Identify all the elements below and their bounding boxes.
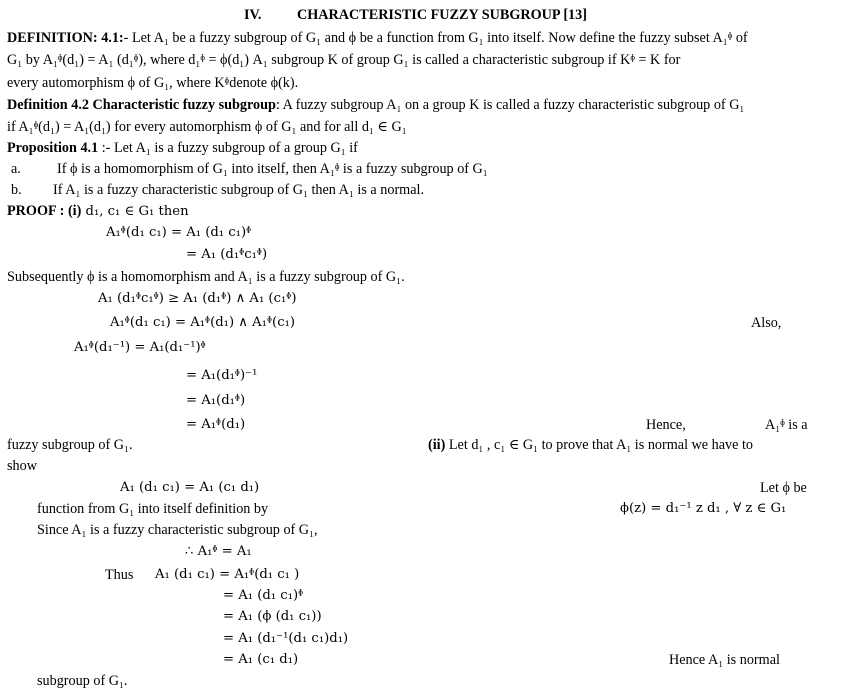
definition-4-1-line-3: every automorphism ϕ of G₁, where Kᶲdenote ϕ(k). bbox=[7, 75, 299, 91]
hence-text: Hence, bbox=[646, 417, 686, 433]
definition-4-2-line-1 bbox=[7, 98, 744, 112]
equation-1: A₁ᶲ(d₁ c₁) = A₁ (d₁ c₁)ᶲ bbox=[106, 225, 252, 240]
also-text: Also, bbox=[751, 315, 782, 331]
equation-7: = A₁(d₁ᶲ) bbox=[186, 393, 246, 408]
proof-text-homomorphism: Subsequently ϕ is a homomorphism and A₁ is a fuzzy subgroup of G₁. bbox=[7, 269, 405, 285]
equation-3: A₁ (d₁ᶲc₁ᶲ) ≥ A₁ (d₁ᶲ) ∧ A₁ (c₁ᶲ) bbox=[98, 291, 297, 306]
definition-4-1-label: DEFINITION: 4.1: bbox=[7, 30, 124, 46]
proof-intro: d₁, c₁ ∈ G₁ then bbox=[81, 204, 189, 219]
proof-text-fuzzy-subgroup: fuzzy subgroup of G₁. bbox=[7, 437, 133, 453]
thus-text: Thus bbox=[105, 567, 134, 583]
let-phi-text: Let ϕ be bbox=[760, 480, 807, 496]
proof-line-1 bbox=[7, 204, 189, 218]
proof-label: PROOF : (i) bbox=[7, 203, 82, 219]
proposition-4-1-intro: :- Let A₁ is a fuzzy subgroup of a group G₁ if bbox=[98, 140, 358, 156]
proposition-item-b: If A₁ is a fuzzy characteristic subgroup of G₁ then A₁ is a normal. bbox=[53, 182, 424, 198]
equation-2: = A₁ (d₁ᶲc₁ᶲ) bbox=[186, 247, 268, 262]
proposition-item-a-marker: a. bbox=[11, 161, 21, 177]
section-heading bbox=[244, 7, 587, 23]
proof-part-ii-line bbox=[428, 438, 753, 452]
section-title: CHARACTERISTIC FUZZY SUBGROUP [13] bbox=[297, 7, 587, 23]
equation-13: = A₁ (ϕ (d₁ c₁)) bbox=[223, 609, 322, 624]
proof-text-conclusion: subgroup of G₁. bbox=[37, 673, 128, 689]
proof-text-since: Since A₁ is a fuzzy characteristic subgroup of G₁, bbox=[37, 522, 318, 538]
definition-4-2-line-2: if A₁ᶲ(d₁) = A₁(d₁) for every automorphism ϕ of G₁ and for all d₁ ∈ G₁ bbox=[7, 119, 407, 135]
equation-4: A₁ᶲ(d₁ c₁) = A₁ᶲ(d₁) ∧ A₁ᶲ(c₁) bbox=[110, 315, 296, 330]
proof-part-ii-label: (ii) bbox=[428, 437, 446, 453]
proof-part-ii-text: Let d₁ , c₁ ∈ G₁ to prove that A₁ is normal we have to bbox=[445, 437, 754, 453]
equation-6: = A₁(d₁ᶲ)⁻¹ bbox=[186, 368, 258, 383]
equation-11: A₁ (d₁ c₁) = A₁ᶲ(d₁ c₁ ) bbox=[155, 567, 300, 582]
definition-4-1-text: - Let A₁ be a fuzzy subgroup of G₁ and ϕ be a function from G₁ into itself. Now define the fuzzy subset A₁ᶲ of bbox=[123, 30, 748, 46]
definition-4-2-label: Definition 4.2 Characteristic fuzzy subgroup bbox=[7, 97, 276, 113]
equation-12: = A₁ (d₁ c₁)ᶲ bbox=[223, 588, 304, 603]
equation-8: = A₁ᶲ(d₁) bbox=[186, 417, 246, 432]
equation-14: = A₁ (d₁⁻¹(d₁ c₁)d₁) bbox=[223, 631, 349, 646]
equation-9: A₁ (d₁ c₁) = A₁ (c₁ d₁) bbox=[120, 480, 260, 495]
section-number: IV. bbox=[244, 7, 262, 23]
hence-normal-text: Hence A₁ is normal bbox=[669, 652, 780, 668]
phi-definition: ϕ(z) = d₁⁻¹ z d₁ , ∀ z ∈ G₁ bbox=[620, 501, 787, 516]
proposition-4-1-line bbox=[7, 141, 358, 155]
equation-10: ∴ A₁ᶲ = A₁ bbox=[185, 544, 252, 559]
proposition-4-1-label: Proposition 4.1 bbox=[7, 140, 99, 156]
equation-5: A₁ᶲ(d₁⁻¹) = A₁(d₁⁻¹)ᶲ bbox=[74, 340, 206, 355]
proof-text-show: show bbox=[7, 458, 37, 474]
proposition-item-a: If ϕ is a homomorphism of G₁ into itself, then A₁ᶲ is a fuzzy subgroup of G₁ bbox=[57, 161, 488, 177]
definition-4-2-text: : A fuzzy subgroup A₁ on a group K is called a fuzzy characteristic subgroup of G₁ bbox=[275, 97, 745, 113]
hence-conclusion: A₁ᶲ is a bbox=[765, 417, 808, 433]
definition-4-1-line-2: G₁ by A₁ᶲ(d₁) = A₁ (d₁ᶲ), where d₁ᶲ = ϕ(d₁) A₁ subgroup K of group G₁ is called a characteristic subgroup if Kᶲ = K for bbox=[7, 52, 681, 68]
definition-4-1-line-1 bbox=[7, 31, 748, 45]
equation-15: = A₁ (c₁ d₁) bbox=[223, 652, 299, 667]
proof-text-function: function from G₁ into itself definition by bbox=[37, 501, 269, 517]
proposition-item-b-marker: b. bbox=[11, 182, 22, 198]
